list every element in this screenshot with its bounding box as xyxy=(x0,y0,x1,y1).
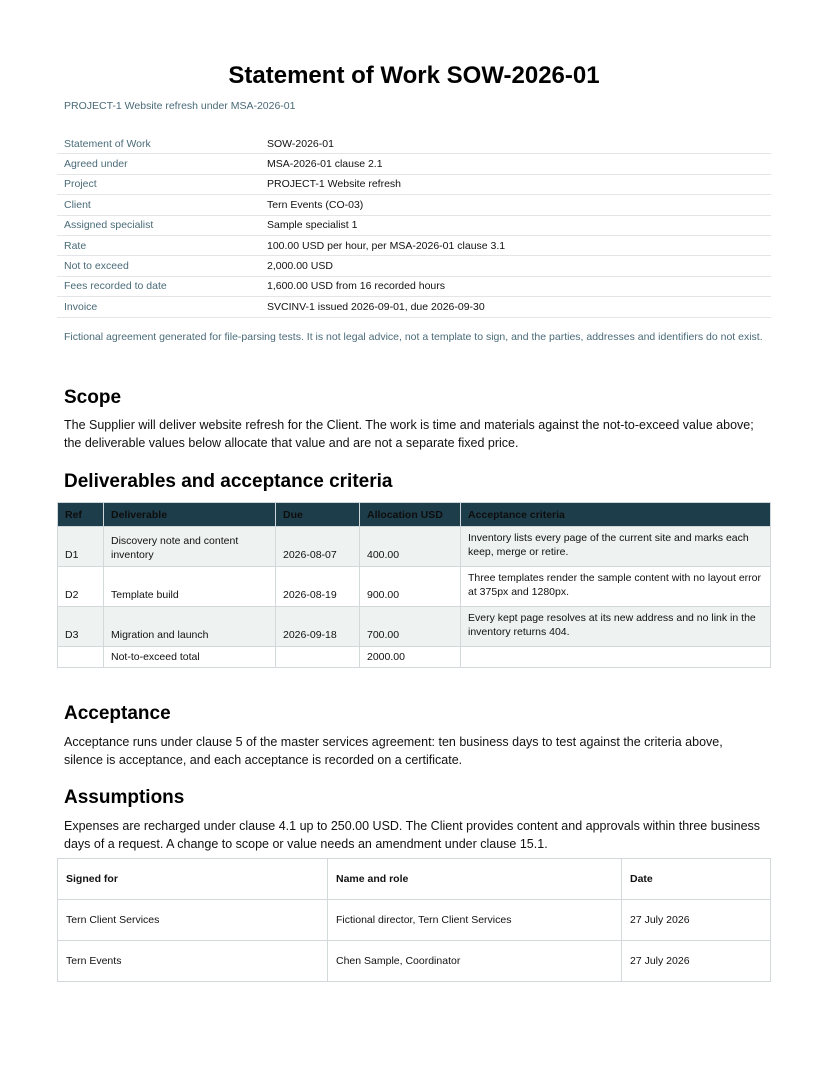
summary-table xyxy=(57,134,771,318)
summary-value: SVCINV-1 issued 2026-09-01, due 2026-09-30 xyxy=(260,297,771,317)
total-criteria-empty xyxy=(461,647,771,668)
scope-text: The Supplier will deliver website refresh for the Client. The work is time and materials against the not-to-exceed value above; the deliverable values below allocate that value and are not a separate fixed price. xyxy=(64,418,754,450)
summary-value: 1,600.00 USD from 16 recorded hours xyxy=(260,276,771,296)
deliverable-ref: D2 xyxy=(58,567,104,607)
signature-date: 27 July 2026 xyxy=(622,941,771,982)
table-row xyxy=(58,527,771,567)
summary-value: SOW-2026-01 xyxy=(260,134,771,154)
document-title: Statement of Work SOW-2026-01 xyxy=(228,62,600,89)
deliverable-allocation: 400.00 xyxy=(360,527,461,567)
column-header-allocation: Allocation USD xyxy=(360,503,461,527)
deliverable-criteria: Three templates render the sample content with no layout error at 375px and 1280px. xyxy=(461,567,771,607)
deliverables-heading: Deliverables and acceptance criteria xyxy=(64,471,393,492)
column-header-name-role: Name and role xyxy=(328,859,622,900)
summary-key: Project xyxy=(57,174,260,194)
column-header-due: Due xyxy=(276,503,360,527)
summary-key: Invoice xyxy=(57,297,260,317)
deliverable-due: 2026-08-19 xyxy=(276,567,360,607)
deliverable-allocation: 700.00 xyxy=(360,607,461,647)
acceptance-text: Acceptance runs under clause 5 of the master services agreement: ten business days to test against the criteria above, silence is acceptance, and each acceptance is recorded on a certificate. xyxy=(64,735,723,767)
summary-value: 2,000.00 USD xyxy=(260,256,771,276)
name-and-role: Fictional director, Tern Client Services xyxy=(328,900,622,941)
assumptions-heading: Assumptions xyxy=(64,787,185,808)
signature-date: 27 July 2026 xyxy=(622,900,771,941)
name-and-role: Chen Sample, Coordinator xyxy=(328,941,622,982)
deliverables-table xyxy=(57,502,771,668)
signed-for: Tern Events xyxy=(58,941,328,982)
summary-key: Statement of Work xyxy=(57,134,260,154)
signature-row xyxy=(58,941,771,982)
deliverable-allocation: 900.00 xyxy=(360,567,461,607)
summary-row xyxy=(57,256,771,276)
summary-row xyxy=(57,134,771,154)
deliverable-due: 2026-09-18 xyxy=(276,607,360,647)
signed-for: Tern Client Services xyxy=(58,900,328,941)
deliverable-ref: D3 xyxy=(58,607,104,647)
column-header-deliverable: Deliverable xyxy=(104,503,276,527)
scope-heading: Scope xyxy=(64,387,122,408)
total-due-empty xyxy=(276,647,360,668)
deliverable-criteria: Every kept page resolves at its new address and no link in the inventory returns 404. xyxy=(461,607,771,647)
summary-value: PROJECT-1 Website refresh xyxy=(260,174,771,194)
summary-key: Agreed under xyxy=(57,154,260,174)
signature-header-row xyxy=(58,859,771,900)
table-row xyxy=(58,607,771,647)
column-header-ref: Ref xyxy=(58,503,104,527)
assumptions-text: Expenses are recharged under clause 4.1 up to 250.00 USD. The Client provides content and approvals within three business days of a request. A change to scope or value needs an amendment under clause 15.1. xyxy=(64,819,761,851)
summary-key: Not to exceed xyxy=(57,256,260,276)
summary-row xyxy=(57,235,771,255)
summary-row xyxy=(57,297,771,317)
total-value: 2000.00 xyxy=(360,647,461,668)
summary-row xyxy=(57,276,771,296)
summary-value: Tern Events (CO-03) xyxy=(260,195,771,215)
total-ref-empty xyxy=(58,647,104,668)
summary-value: 100.00 USD per hour, per MSA-2026-01 clause 3.1 xyxy=(260,235,771,255)
table-row xyxy=(58,567,771,607)
signature-table xyxy=(57,858,771,982)
deliverable-criteria: Inventory lists every page of the current site and marks each keep, merge or retire. xyxy=(461,527,771,567)
signature-row xyxy=(58,900,771,941)
summary-row xyxy=(57,215,771,235)
deliverables-header-row xyxy=(58,503,771,527)
total-row xyxy=(58,647,771,668)
disclaimer-note: Fictional agreement generated for file-parsing tests. It is not legal advice, not a template to sign, and the parties, addresses and identifiers do not exist. xyxy=(64,331,763,343)
column-header-date: Date xyxy=(622,859,771,900)
summary-key: Client xyxy=(57,195,260,215)
deliverable-name: Discovery note and content inventory xyxy=(104,527,276,567)
summary-value: Sample specialist 1 xyxy=(260,215,771,235)
summary-key: Assigned specialist xyxy=(57,215,260,235)
acceptance-heading: Acceptance xyxy=(64,703,171,724)
deliverable-name: Template build xyxy=(104,567,276,607)
deliverable-name: Migration and launch xyxy=(104,607,276,647)
document-subtitle: PROJECT-1 Website refresh under MSA-2026-01 xyxy=(64,100,296,112)
summary-key: Rate xyxy=(57,235,260,255)
summary-row xyxy=(57,174,771,194)
summary-row xyxy=(57,195,771,215)
column-header-signed-for: Signed for xyxy=(58,859,328,900)
deliverable-ref: D1 xyxy=(58,527,104,567)
deliverable-due: 2026-08-07 xyxy=(276,527,360,567)
summary-value: MSA-2026-01 clause 2.1 xyxy=(260,154,771,174)
column-header-criteria: Acceptance criteria xyxy=(461,503,771,527)
total-label: Not-to-exceed total xyxy=(104,647,276,668)
summary-row xyxy=(57,154,771,174)
summary-key: Fees recorded to date xyxy=(57,276,260,296)
